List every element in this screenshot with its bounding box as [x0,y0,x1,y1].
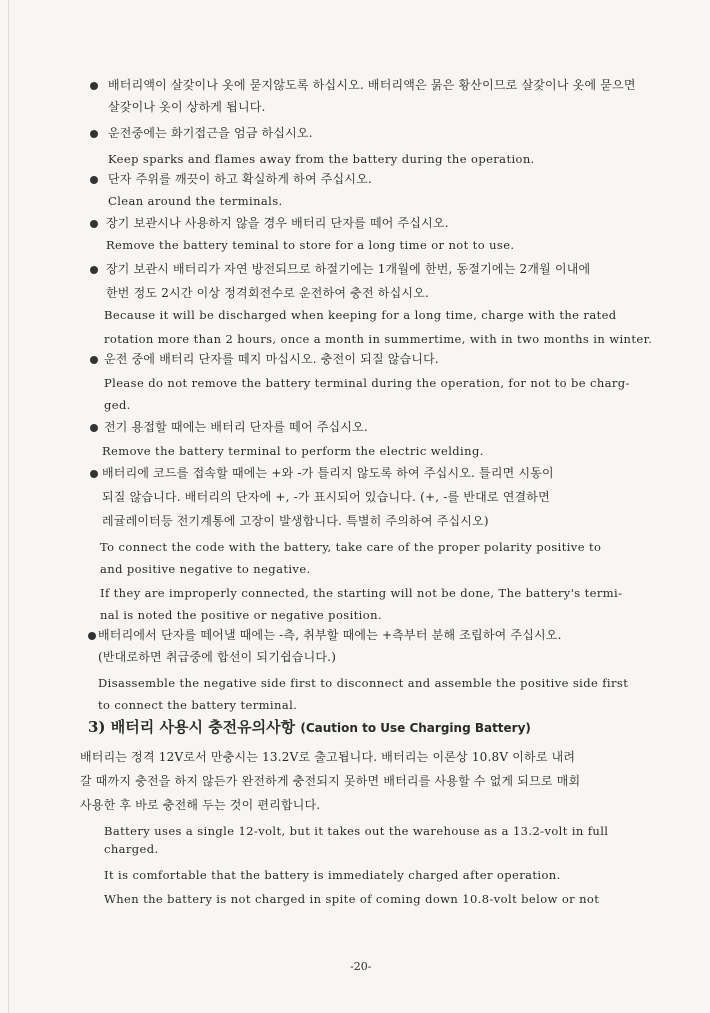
text-line: to connect the battery terminal. [98,698,298,712]
text-line: When the battery is not charged in spite of coming down 10.8-volt below or not [104,892,600,906]
text-line: 전기 용접할 때에는 배터리 단자를 떼어 주십시오. [104,420,368,434]
text-line: Remove the battery terminal to perform the electric welding. [102,444,484,458]
scan-edge-line [8,0,9,1013]
section-title-en: (Caution to Use Charging Battery) [300,721,531,735]
text-line: Because it will be discharged when keeping for a long time, charge with the rated [104,308,617,322]
text-line: charged. [104,842,159,856]
text-line: 배터리에서 단자를 떼어낼 때에는 -측, 취부할 때에는 +측부터 분해 조립하여 주십시오. [98,628,562,642]
section-number: 3) [88,718,106,736]
bullet-icon [90,470,98,478]
text-line: Battery uses a single 12-volt, but it takes out the warehouse as a 13.2-volt in full [104,824,609,838]
text-line: ged. [104,398,131,412]
text-line: (반대로하면 취급중에 합선이 되기쉽습니다.) [98,650,337,664]
text-line: 운전 중에 배터리 단자를 떼지 마십시오. 충전이 되질 않습니다. [104,352,439,366]
bullet-icon [90,266,98,274]
text-line: If they are improperly connected, the starting will not be done, The battery's termi- [100,586,623,600]
bullet-icon [90,82,98,90]
text-line: 배터리는 정격 12V로서 만충시는 13.2V로 출고됩니다. 배터리는 이론상 10.8V 이하로 내려 [80,750,576,764]
bullet-icon [90,424,98,432]
text-line: rotation more than 2 hours, once a month in summertime, with in two months in winter. [104,332,653,346]
text-line: and positive negative to negative. [100,562,311,576]
text-line: Remove the battery teminal to store for a long time or not to use. [106,238,515,252]
text-line: 배터리액이 살갗이나 옷에 묻지않도록 하십시오. 배터리액은 묽은 황산이므로 살갗이나 옷에 묻으면 [108,78,636,92]
text-line: 장기 보관시나 사용하지 않을 경우 배터리 단자를 떼어 주십시오. [106,216,449,230]
text-line: 갈 때까지 충전을 하지 않든가 완전하게 충전되지 못하면 배터리를 사용할 수 없게 되므로 매회 [80,774,581,788]
text-line: It is comfortable that the battery is immediately charged after operation. [104,868,561,882]
bullet-icon [90,176,98,184]
page-number: -20- [350,960,372,973]
bullet-icon [88,632,96,640]
bullet-icon [90,130,98,138]
text-line: 장기 보관시 배터리가 자연 방전되므로 하절기에는 1개월에 한번, 동절기에는 2개월 이내에 [106,262,591,276]
bullet-icon [90,220,98,228]
bullet-icon [90,356,98,364]
text-line: Keep sparks and flames away from the battery during the operation. [108,152,535,166]
text-line: 살갗이나 옷이 상하게 됩니다. [108,100,266,114]
text-line: Clean around the terminals. [108,194,283,208]
text-line: 한번 정도 2시간 이상 정격회전수로 운전하여 충전 하십시오. [106,286,429,300]
text-line: To connect the code with the battery, take care of the proper polarity positive to [100,540,602,554]
text-line: Disassemble the negative side first to disconnect and assemble the positive side first [98,676,629,690]
text-line: 운전중에는 화기접근을 엄금 하십시오. [108,126,313,140]
text-line: 단자 주위를 깨끗이 하고 확실하게 하여 주십시오. [108,172,372,186]
text-line: Please do not remove the battery terminal during the operation, for not to be charg- [104,376,630,390]
section-title-ko: 배터리 사용시 충전유의사항 [110,718,296,736]
section-heading [88,716,531,737]
text-line: 배터리에 코드를 접속할 때에는 +와 -가 틀리지 않도록 하여 주십시오. 틀리면 시동이 [102,466,554,480]
text-line: 되질 않습니다. 배터리의 단자에 +, -가 표시되어 있습니다. (+, -를 반대로 연결하면 [102,490,550,504]
text-line: nal is noted the positive or negative position. [100,608,382,622]
text-line: 사용한 후 바로 충전해 두는 것이 편리합니다. [80,798,321,812]
text-line: 레귤레이터등 전기계통에 고장이 발생합니다. 특별히 주의하여 주십시오) [102,514,489,528]
